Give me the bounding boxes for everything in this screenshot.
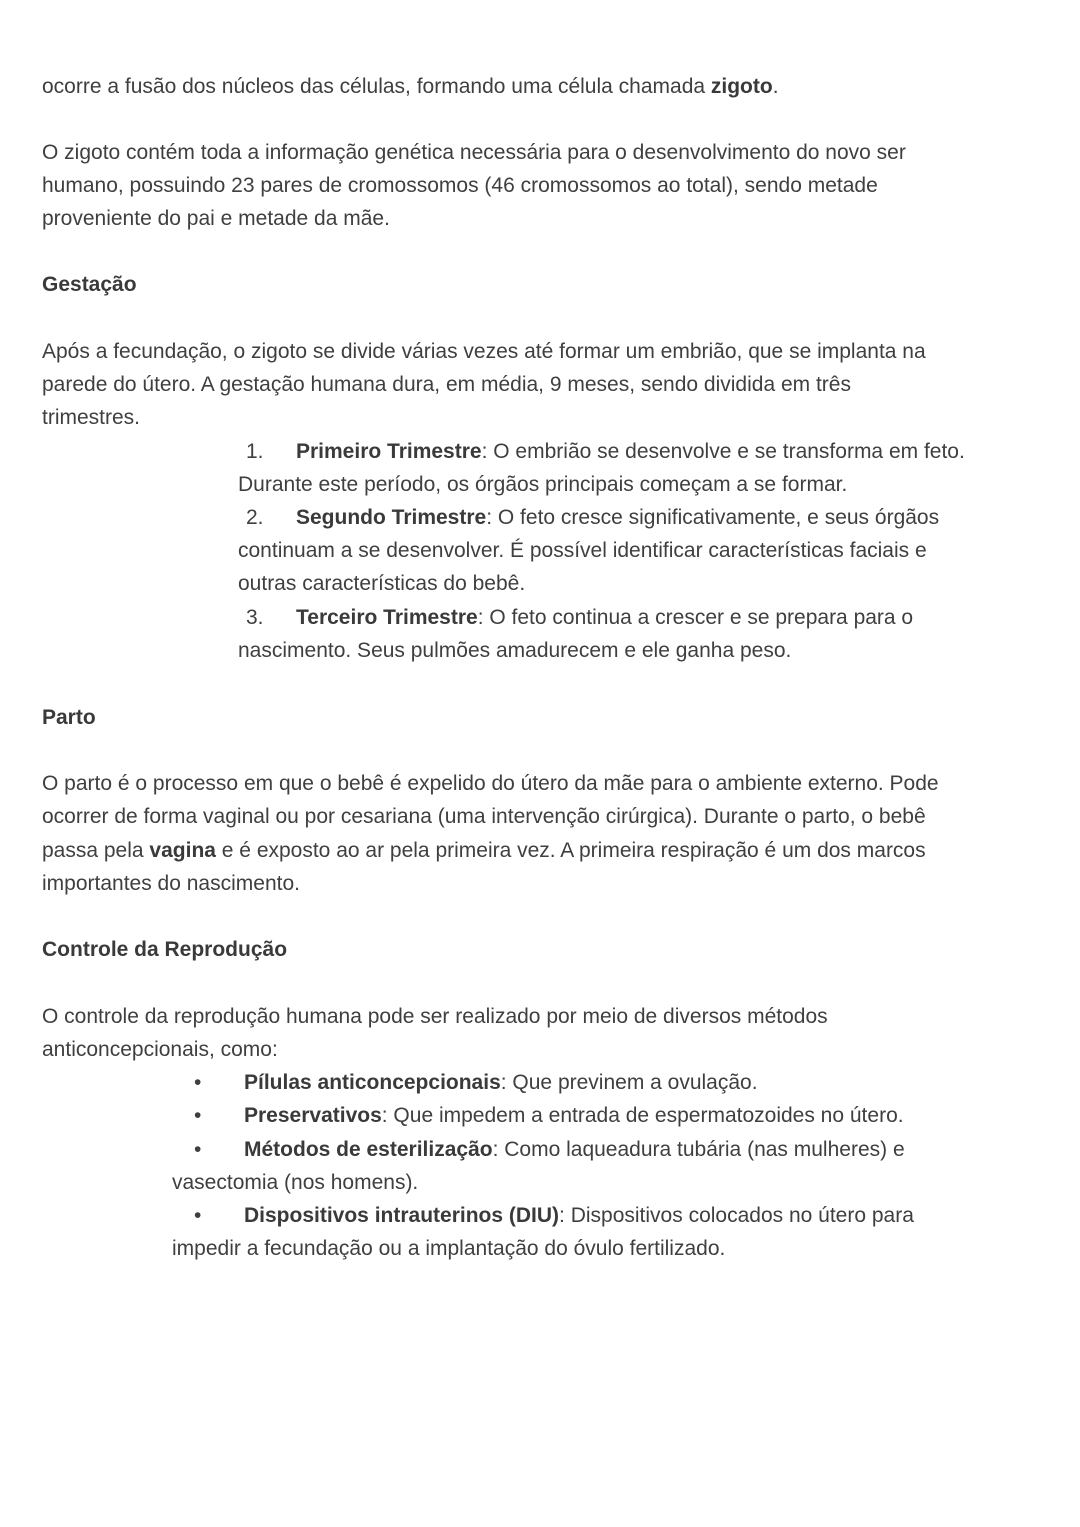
bullet-icon: • [194,1104,202,1127]
list-continuation: Durante este período, os órgãos principais começam a se formar. [238,473,848,496]
list-continuation: vasectomia (nos homens). [172,1171,419,1194]
text: : Como laqueadura tubária (nas mulheres) e [492,1138,905,1161]
bullet-list-item-2 [172,1099,904,1132]
paragraph-line: O controle da reprodução humana pode ser realizado por meio de diversos métodos [42,1005,828,1028]
bullet-icon: • [194,1204,202,1227]
paragraph-line: Após a fecundação, o zigoto se divide várias vezes até formar um embrião, que se implanta na [42,340,926,363]
list-continuation: impedir a fecundação ou a implantação do óvulo fertilizado. [172,1237,726,1260]
section-heading-parto: Parto [42,706,96,729]
paragraph-line: importantes do nascimento. [42,872,300,895]
section-heading-gestacao: Gestação [42,273,137,296]
list-continuation: continuam a se desenvolver. É possível identificar características faciais e [238,539,927,562]
list-number: 3. [246,606,264,629]
paragraph-line: proveniente do pai e metade da mãe. [42,207,390,230]
paragraph-line [42,834,926,867]
paragraph-line: O zigoto contém toda a informação genética necessária para o desenvolvimento do novo ser [42,141,906,164]
text: : Que previnem a ovulação. [500,1071,758,1094]
list-item-title: Terceiro Trimestre [296,606,478,629]
numbered-list-item-3 [238,601,913,634]
bullet-list-item-1 [172,1066,758,1099]
list-item-title: Métodos de esterilização [244,1138,493,1161]
bullet-list-item-4 [172,1199,914,1232]
section-heading-controle: Controle da Reprodução [42,938,288,961]
paragraph-line: trimestres. [42,406,141,429]
list-item-title: Preservativos [244,1104,382,1127]
bullet-icon: • [194,1138,202,1161]
list-number: 1. [246,440,264,463]
text: e é exposto ao ar pela primeira vez. A primeira respiração é um dos marcos [215,839,926,862]
list-item-title: Pílulas anticoncepcionais [244,1071,501,1094]
list-number: 2. [246,506,264,529]
text: : O feto cresce significativamente, e seus órgãos [486,506,940,529]
text: . [772,75,779,98]
bold-term-zigoto: zigoto [710,75,773,98]
text: : O feto continua a crescer e se prepara para o [477,606,914,629]
text: : O embrião se desenvolve e se transforma em feto. [481,440,965,463]
list-item-title: Primeiro Trimestre [296,440,482,463]
bold-term-vagina: vagina [149,839,216,862]
paragraph-line: parede do útero. A gestação humana dura, em média, 9 meses, sendo dividida em três [42,373,851,396]
text: : Dispositivos colocados no útero para [559,1204,914,1227]
list-item-title: Segundo Trimestre [296,506,487,529]
text: passa pela [42,839,150,862]
list-item-title: Dispositivos intrauterinos (DIU) [244,1204,560,1227]
numbered-list-item-1 [238,435,965,468]
text: : Que impedem a entrada de espermatozoides no útero. [381,1104,904,1127]
list-continuation: outras características do bebê. [238,572,526,595]
intro-line-1 [42,70,779,103]
paragraph-line: ocorrer de forma vaginal ou por cesariana (uma intervenção cirúrgica). Durante o parto, o bebê [42,805,926,828]
list-continuation: nascimento. Seus pulmões amadurecem e ele ganha peso. [238,639,792,662]
paragraph-line: humano, possuindo 23 pares de cromossomos (46 cromossomos ao total), sendo metade [42,174,878,197]
text: ocorre a fusão dos núcleos das células, formando uma célula chamada [42,75,711,98]
numbered-list-item-2 [238,501,939,534]
bullet-icon: • [194,1071,202,1094]
paragraph-line: O parto é o processo em que o bebê é expelido do útero da mãe para o ambiente externo. Pode [42,772,939,795]
paragraph-line: anticoncepcionais, como: [42,1038,278,1061]
bullet-list-item-3 [172,1133,905,1166]
